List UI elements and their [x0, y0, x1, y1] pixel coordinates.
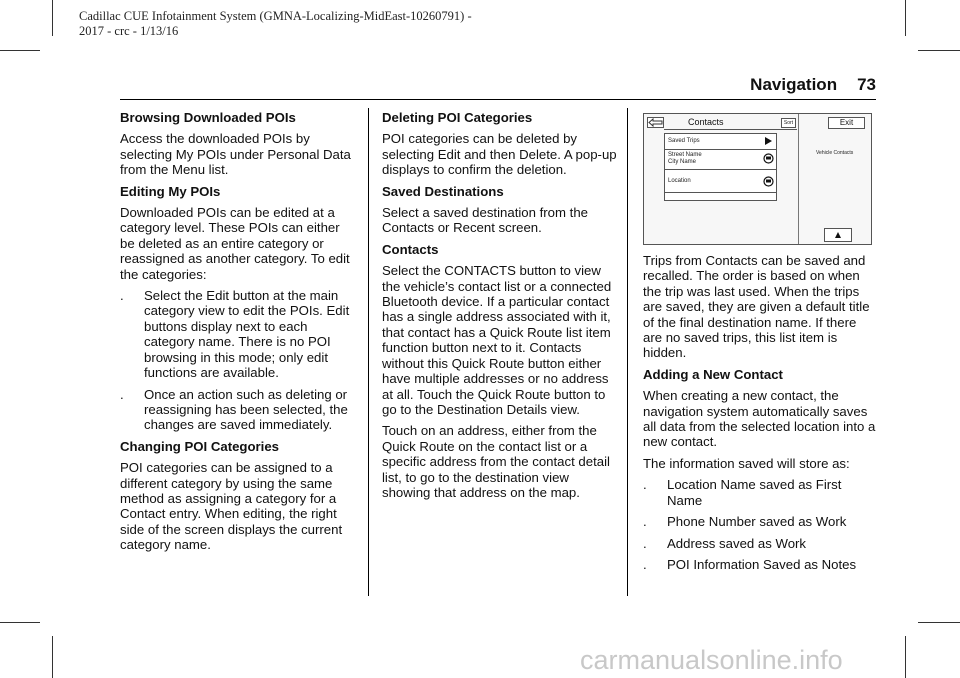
- paragraph: The information saved will store as:: [643, 455, 850, 471]
- paragraph: Trips from Contacts can be saved and recalled. The order is based on when the trip was last used. When the trips are saved, they are given a default title of the final destination name. If there are no saved trips, this list item is hidden.: [643, 253, 870, 361]
- quick-route-icon: [763, 176, 774, 187]
- column-2: [382, 110, 618, 506]
- heading-adding-a-new-contact: Adding a New Contact: [643, 366, 783, 382]
- crop-mark: [905, 636, 906, 678]
- column-separator: [627, 108, 628, 596]
- bullet-mark: .: [120, 386, 124, 402]
- list-divider: [665, 149, 776, 150]
- crop-mark: [0, 50, 40, 51]
- heading-changing-poi-categories: Changing POI Categories: [120, 438, 280, 454]
- paragraph: POI categories can be deleted by selecting Edit and then Delete. A pop-up displays to confirm the deletion.: [382, 131, 617, 178]
- list-item-label: Street Name: [668, 152, 702, 158]
- quick-route-icon: [763, 153, 774, 164]
- screen-title: Contacts: [688, 117, 724, 127]
- page-heading: [750, 75, 876, 95]
- heading-deleting-poi-categories: Deleting POI Categories: [382, 110, 533, 125]
- paragraph: Select a saved destination from the Contacts or Recent screen.: [382, 205, 588, 236]
- bullet-list: [643, 477, 879, 572]
- list-divider: [665, 169, 776, 170]
- crop-mark: [52, 636, 53, 678]
- title-divider: [664, 129, 797, 130]
- heading-saved-destinations: Saved Destinations: [382, 183, 504, 199]
- list-item-label: City Name: [668, 159, 697, 165]
- header-rule: [120, 99, 876, 100]
- list-item-label: Saved Trips: [668, 138, 700, 144]
- vehicle-contacts-label: Vehicle Contacts: [816, 150, 854, 156]
- document-header: [79, 9, 472, 39]
- column-3: [643, 113, 879, 578]
- paragraph: When creating a new contact, the navigation system automatically saves all data from the selected location into a new contact.: [643, 388, 876, 450]
- bullet-list: [120, 288, 356, 433]
- heading-browsing-downloaded-pois: Browsing Downloaded POIs: [120, 110, 296, 125]
- crop-mark: [52, 0, 53, 36]
- section-title: Navigation: [750, 75, 838, 94]
- heading-contacts: Contacts: [382, 241, 439, 257]
- paragraph: Downloaded POIs can be edited at a category level. These POIs can either be deleted as an entire category or reassigned as another category. To edit the categories:: [120, 205, 350, 282]
- paragraph: Access the downloaded POIs by selecting My POIs under Personal Data from the Menu list.: [120, 131, 351, 178]
- list-item: . Once an action such as deleting or reassigning has been selected, the changes are saved immediately.: [120, 386, 348, 433]
- bullet-mark: .: [643, 514, 647, 530]
- list-item: . Select the Edit button at the main category view to edit the POIs. Edit buttons display next to each category name. There is no POI browsing in this mode; only edit functions are available.: [120, 288, 350, 381]
- panel-divider: [798, 114, 799, 244]
- page-number: 73: [857, 75, 876, 94]
- column-1: [120, 110, 356, 559]
- scroll-up-button: [824, 228, 852, 242]
- bullet-mark: .: [643, 477, 647, 493]
- list-item: . Phone Number saved as Work: [643, 514, 847, 530]
- column-separator: [368, 108, 369, 596]
- back-arrow-icon: [647, 117, 664, 128]
- contacts-screen-figure: [643, 113, 872, 245]
- header-line-2: 2017 - crc - 1/13/16: [79, 24, 179, 38]
- contact-list: [664, 133, 777, 201]
- list-item: . POI Information Saved as Notes: [643, 556, 857, 572]
- bullet-mark: .: [643, 535, 647, 551]
- list-divider: [665, 192, 776, 193]
- list-item: . Location Name saved as First Name: [643, 477, 842, 508]
- list-item: . Address saved as Work: [643, 535, 807, 551]
- exit-button: Exit: [828, 117, 865, 129]
- bullet-mark: .: [120, 288, 124, 304]
- crop-mark: [918, 50, 960, 51]
- crop-mark: [918, 622, 960, 623]
- paragraph: Select the CONTACTS button to view the vehicle’s contact list or a connected Bluetooth device. If a particular contact has a single address associated with it, that contact has a Quick Route list item function button next to it. Contacts without this Quick Route button either have multiple addresses or no address at all. Touch the Quick Route button to go to the Destination Details view.: [382, 263, 612, 417]
- list-item-label: Location: [668, 178, 691, 184]
- paragraph: POI categories can be assigned to a different category by using the same method as assigning a category for a Contact entry. When editing, the right side of the screen displays the current category name.: [120, 460, 343, 553]
- crop-mark: [0, 622, 40, 623]
- header-line-1: Cadillac CUE Infotainment System (GMNA-Localizing-MidEast-10260791) -: [79, 9, 472, 23]
- crop-mark: [905, 0, 906, 36]
- play-icon: [765, 137, 772, 145]
- paragraph: Touch on an address, either from the Quick Route on the contact list or a specific address from the contact detail list, to go to the destination view showing that address on the map.: [382, 423, 610, 500]
- heading-editing-my-pois: Editing My POIs: [120, 183, 221, 199]
- sort-button: Sort: [781, 118, 796, 128]
- watermark: carmanualsonline.info: [580, 645, 843, 675]
- bullet-mark: .: [643, 556, 647, 572]
